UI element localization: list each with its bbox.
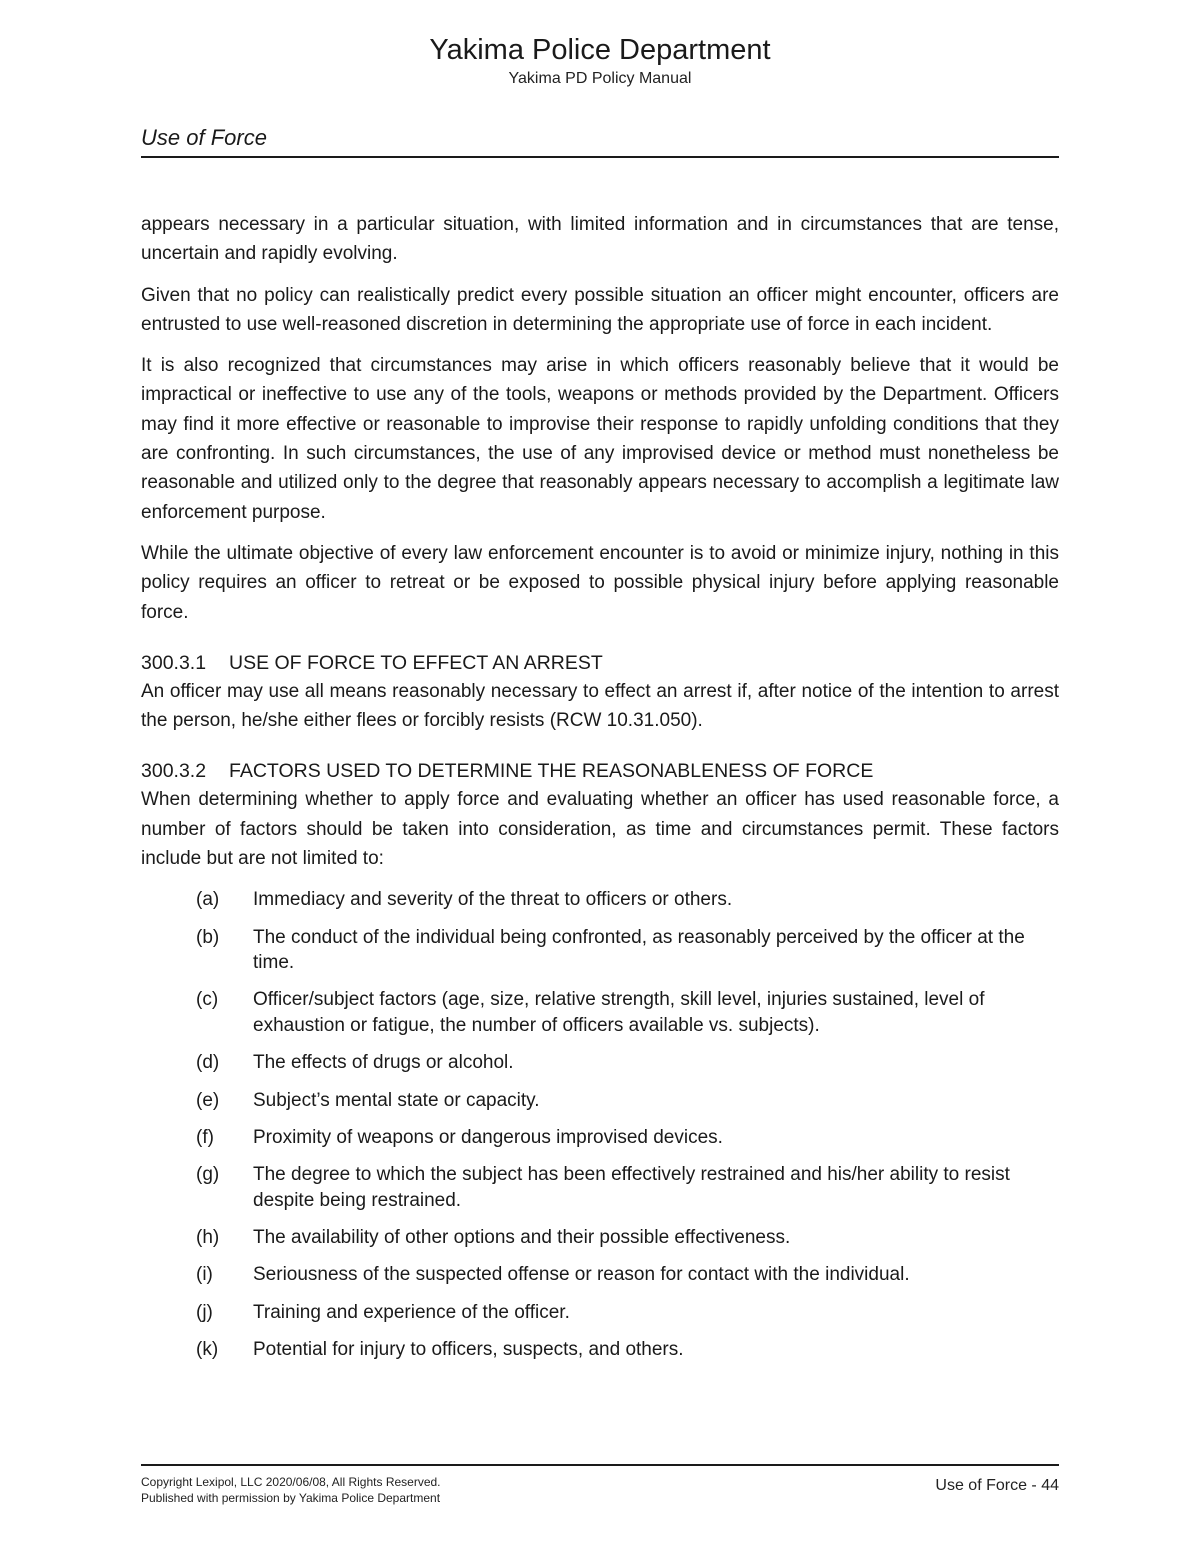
list-item-text: Potential for injury to officers, suspects, and others. <box>253 1338 684 1360</box>
section-header <box>141 124 1059 158</box>
page-number: Use of Force - 44 <box>935 1477 1059 1494</box>
list-item-label: (g) <box>196 1164 220 1186</box>
permission-text: Published with permission by Yakima Police Department <box>141 1491 441 1505</box>
list-item-text: The degree to which the subject has been effectively restrained and his/her ability to resist despite being restrained. <box>253 1164 1010 1211</box>
list-item-label: (b) <box>196 926 220 948</box>
list-item-label: (d) <box>196 1052 220 1074</box>
list-item-text: Seriousness of the suspected offense or reason for contact with the individual. <box>253 1264 910 1286</box>
list-item-label: (i) <box>196 1264 213 1286</box>
subsection-text-300-3-1: An officer may use all means reasonably necessary to effect an arrest if, after notice of the intention to arrest the person, he/she either flees or forcibly resists (RCW 10.31.050). <box>141 680 1059 732</box>
list-item <box>141 987 1059 1038</box>
section-title: Use of Force <box>141 125 267 150</box>
footer-credits <box>141 1474 441 1506</box>
list-item <box>141 1125 1059 1151</box>
list-item <box>141 1225 1059 1251</box>
list-item-label: (f) <box>196 1126 214 1148</box>
paragraph-2: Given that no policy can realistically predict every possible situation an officer might encounter, officers are entrusted to use well-reasoned discretion in determining the appropriate use of force in each incident. <box>141 284 1059 335</box>
paragraph-1: appears necessary in a particular situation, with limited information and in circumstances that are tense, uncertain and rapidly evolving. <box>141 214 1059 265</box>
subsection-title: FACTORS USED TO DETERMINE THE REASONABLENESS OF FORCE <box>229 760 874 783</box>
subsection-text-300-3-2: When determining whether to apply force and evaluating whether an officer has used reasonable force, a number of factors should be taken into consideration, as time and circumstances permit. These factors include but are not limited to: <box>141 789 1059 870</box>
factors-list <box>141 887 1059 1362</box>
subsection-title: USE OF FORCE TO EFFECT AN ARREST <box>229 651 603 674</box>
page-footer <box>141 1464 1059 1506</box>
list-item-text: Officer/subject factors (age, size, relative strength, skill level, injuries sustained, level of exhaustion or fatigue, the number of officers available vs. subjects). <box>253 989 985 1036</box>
list-item-text: The availability of other options and their possible effectiveness. <box>253 1226 791 1248</box>
list-item <box>141 1300 1059 1326</box>
page-header <box>0 32 1200 90</box>
list-item-text: The conduct of the individual being confronted, as reasonably perceived by the officer at the time. <box>253 926 1025 974</box>
list-item <box>141 1162 1059 1213</box>
list-item-label: (a) <box>196 889 220 911</box>
list-item-text: The effects of drugs or alcohol. <box>253 1052 514 1074</box>
copyright-text: Copyright Lexipol, LLC 2020/06/08, All Rights Reserved. <box>141 1475 441 1489</box>
list-item-label: (e) <box>196 1089 220 1111</box>
paragraph-4: While the ultimate objective of every law enforcement encounter is to avoid or minimize injury, nothing in this policy requires an officer to retreat or be exposed to possible physical injury before applying reasonable force. <box>141 542 1059 623</box>
subsection-heading-300-3-1 <box>141 649 1059 677</box>
document-body <box>141 210 1059 1374</box>
paragraph-3: It is also recognized that circumstances may arise in which officers reasonably believe that it would be impractical or ineffective to use any of the tools, weapons or methods provided by the Department. Officers may find it more effective or reasonable to improvise their response to rapidly unfolding conditions that they are confronting. In such circumstances, the use of any improvised device or method must nonetheless be reasonable and utilized only to the degree that reasonably appears necessary to accomplish a legitimate law enforcement purpose. <box>141 355 1059 523</box>
org-title: Yakima Police Department <box>429 34 771 66</box>
list-item-label: (c) <box>196 989 219 1011</box>
list-item-text: Proximity of weapons or dangerous improvised devices. <box>253 1126 723 1148</box>
list-item-label: (k) <box>196 1338 219 1360</box>
list-item <box>141 1050 1059 1076</box>
list-item <box>141 925 1059 976</box>
manual-title: Yakima PD Policy Manual <box>508 70 692 87</box>
subsection-number: 300.3.2 <box>141 760 207 783</box>
list-item-text: Subject’s mental state or capacity. <box>253 1089 540 1111</box>
list-item <box>141 1088 1059 1114</box>
list-item-label: (j) <box>196 1301 213 1323</box>
list-item <box>141 1337 1059 1363</box>
subsection-heading-300-3-2 <box>141 757 1059 785</box>
list-item-text: Training and experience of the officer. <box>253 1301 570 1323</box>
list-item-label: (h) <box>196 1226 220 1248</box>
list-item <box>141 887 1059 913</box>
subsection-number: 300.3.1 <box>141 651 207 674</box>
list-item-text: Immediacy and severity of the threat to officers or others. <box>253 889 733 911</box>
list-item <box>141 1262 1059 1288</box>
